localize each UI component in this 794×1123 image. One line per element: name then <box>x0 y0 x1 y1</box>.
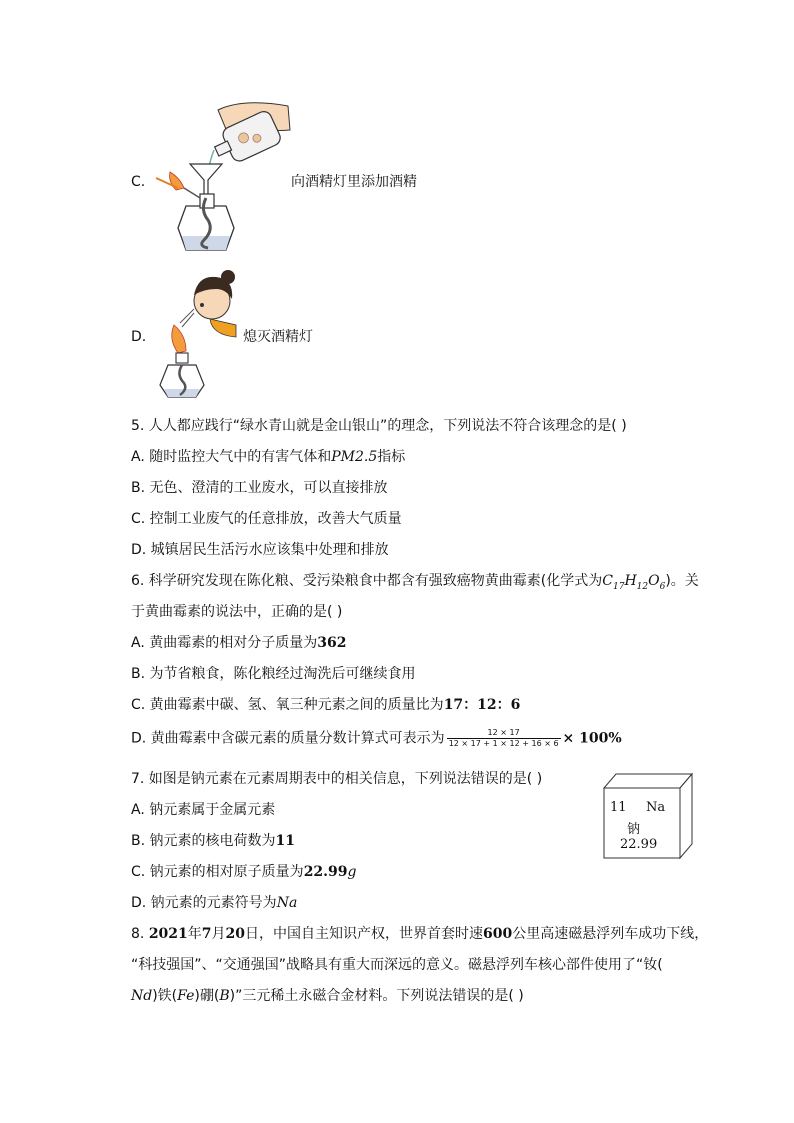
q7-option-b <box>131 832 295 850</box>
q5-option-a <box>131 448 405 466</box>
element-mass: 22.99 <box>620 837 658 852</box>
option-d-label: D. <box>131 329 147 345</box>
option-c-caption: 向酒精灯里添加酒精 <box>291 174 417 190</box>
q8-text-b: 公里高速磁悬浮列车成功下线， <box>512 926 709 942</box>
q5-option-b: B. 无色、澄清的工业废水，可以直接排放 <box>131 480 388 496</box>
q5-option-c: C. 控制工业废气的任意排放，改善大气质量 <box>131 511 402 527</box>
q8-text-c: )铁( <box>152 988 178 1004</box>
q8-b: B <box>219 988 230 1004</box>
q7-option-c <box>131 863 357 881</box>
q6-formula <box>602 573 666 592</box>
q6-option-a-num: 362 <box>317 635 347 651</box>
q8-number: 8. <box>131 926 149 942</box>
q6-stem-text: 6. 科学研究发现在陈化粮、受污染粮食中都含有强致癌物黄曲霉素(化学式为 <box>131 573 603 589</box>
option-c-label: C. <box>131 174 146 190</box>
formula-c: C <box>602 573 613 589</box>
q5-option-d: D. 城镇居民生活污水应该集中处理和排放 <box>131 542 389 558</box>
formula-o: O <box>648 573 660 589</box>
q8-line1 <box>131 925 708 943</box>
fraction-numerator: 12 × 17 <box>447 728 561 739</box>
q5-stem: 5. 人人都应践行“绿水青山就是金山银山”的理念，下列说法不符合该理念的是( ) <box>131 418 627 434</box>
blowing-lamp-illustration <box>150 265 245 400</box>
formula-h-sub: 12 <box>636 581 649 592</box>
q6-stem-line2: 于黄曲霉素的说法中，正确的是( ) <box>131 604 343 620</box>
element-number: 11 <box>610 800 627 815</box>
q6-option-a-text: A. 黄曲霉素的相对分子质量为 <box>131 635 318 651</box>
formula-h: H <box>624 573 637 589</box>
q7-stem: 7. 如图是钠元素在元素周期表中的相关信息，下列说法错误的是( ) <box>131 771 543 787</box>
q7-option-d <box>131 894 297 912</box>
q6-stem-line1 <box>131 572 699 596</box>
q6-option-a <box>131 634 346 652</box>
q8-text-d: )硼( <box>194 988 220 1004</box>
q8-text-e: )”三元稀土永磁合金材料。下列说法错误的是( ) <box>229 988 524 1004</box>
q7-option-b-text: B. 钠元素的核电荷数为 <box>131 833 276 849</box>
q8-speed: 600 <box>483 926 513 942</box>
adding-alcohol-illustration <box>148 98 298 258</box>
q7-option-d-text: D. 钠元素的元素符号为 <box>131 895 277 911</box>
q8-year: 2021 <box>148 926 188 942</box>
q7-option-b-num: 11 <box>275 833 295 849</box>
q6-option-d-tail: × 100% <box>562 730 622 747</box>
q6-option-c <box>131 696 520 714</box>
fraction-denominator: 12 × 17 + 1 × 12 + 16 × 6 <box>448 739 559 748</box>
q6-option-c-text: C. 黄曲霉素中碳、氢、氧三种元素之间的质量比为 <box>131 697 444 713</box>
element-symbol: Na <box>646 800 666 815</box>
q8-fe: Fe <box>177 988 195 1004</box>
q6-stem-tail: )。关 <box>665 573 699 589</box>
q8-month: 7 <box>201 926 212 942</box>
q7-option-a: A. 钠元素属于金属元素 <box>131 802 276 818</box>
element-name: 钠 <box>627 822 641 837</box>
option-d-caption: 熄灭酒精灯 <box>243 329 313 345</box>
q7-option-c-num: 22.99 <box>303 864 348 880</box>
q7-option-c-text: C. 钠元素的相对原子质量为 <box>131 864 304 880</box>
q6-option-d <box>131 728 622 749</box>
q6-option-c-num: 17：12：6 <box>443 697 521 713</box>
q8-line3 <box>131 987 524 1005</box>
q5-option-a-text: A. 随时监控大气中的有害气体和 <box>131 449 332 465</box>
formula-o-sub: 6 <box>659 581 666 592</box>
q5-option-a-math: PM2.5 <box>331 449 378 465</box>
q6-option-d-text: D. 黄曲霉素中含碳元素的质量分数计算式可表示为 <box>131 730 445 747</box>
q8-year-unit: 年 <box>187 926 202 942</box>
formula-c-sub: 17 <box>613 581 625 592</box>
q8-month-unit: 月 <box>211 926 226 942</box>
q8-day: 20 <box>225 926 246 942</box>
mass-fraction <box>447 728 561 749</box>
q7-option-d-math: Na <box>276 895 298 911</box>
q7-option-c-unit: g <box>347 864 357 880</box>
q6-option-b: B. 为节省粮食，陈化粮经过淘洗后可继续食用 <box>131 666 416 682</box>
q5-option-a-tail: 指标 <box>377 449 406 465</box>
q8-nd: Nd <box>131 988 153 1004</box>
q8-text-a: 日，中国自主知识产权，世界首套时速 <box>245 926 484 942</box>
q8-line2: “科技强国”、“交通强国”战略具有重大而深远的意义。磁悬浮列车核心部件使用了“钕( <box>131 957 663 973</box>
